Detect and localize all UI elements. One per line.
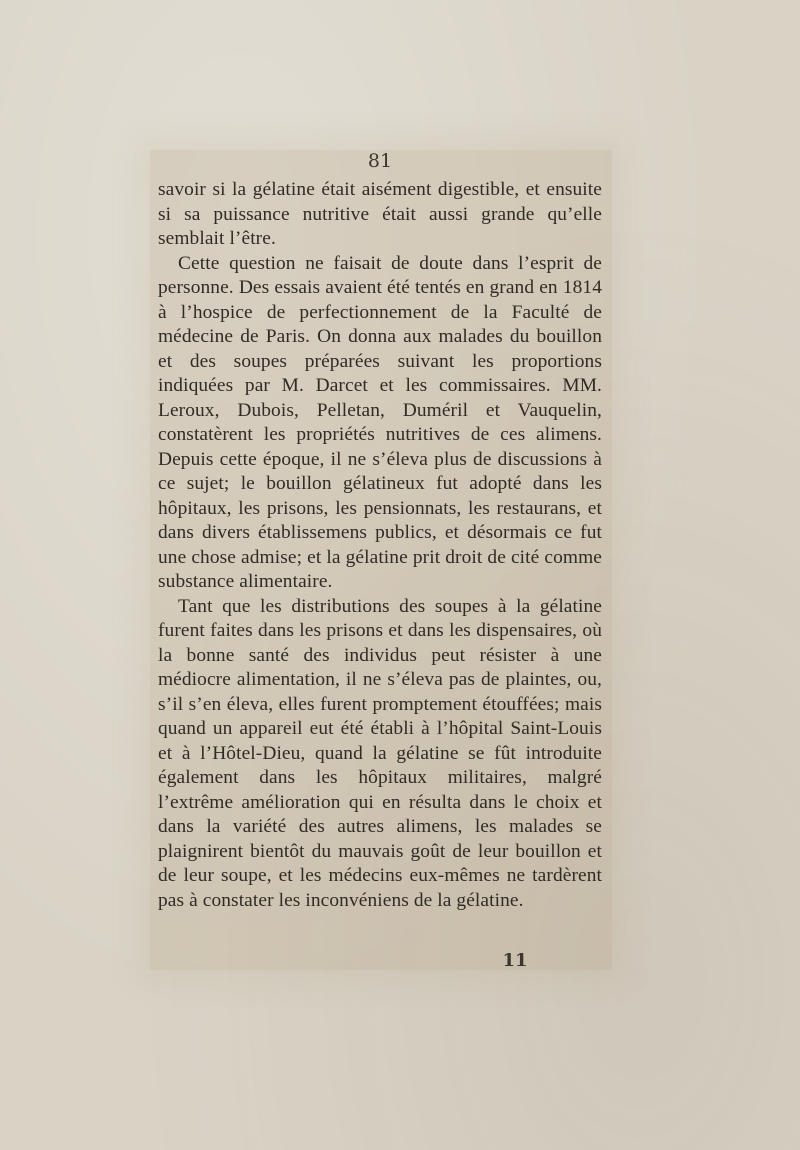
paragraph-2: Cette question ne faisait de doute dans l’esprit de personne. Des essais avaient été tentés en grand en 1814 à l’hospice de perfectionnement de la Faculté de médecine de Paris. On donna aux malades du bouillon et des soupes préparées suivant les proportions indiquées par M. Darcet et les commissaires. MM. Leroux, Dubois, Pelletan, Duméril et Vauquelin, constatèrent les propriétés nutritives de ces alimens. Depuis cette époque, il ne s’éleva plus de discussions à ce sujet; le bouillon gélatineux fut adopté dans les hôpitaux, les prisons, les pensionnats, les restaurans, et dans divers établissemens publics, et désormais ce fut une chose admise; et la gélatine prit droit de cité comme substance alimentaire. [158, 252, 602, 592]
paragraph-3: Tant que les distributions des soupes à la gélatine furent faites dans les prisons et dans les dispensaires, où la bonne santé des individus peut résister à une médiocre alimentation, il ne s’éleva pas de plaintes, ou, s’il s’en éleva, elles furent promptement étouffées; mais quand un appareil eut été établi à l’hôpital Saint-Louis et à l’Hôtel-Dieu, quand la gélatine se fût introduite également dans les hôpitaux militaires, malgré l’extrême amélioration qui en résulta dans le choix et dans la variété des autres alimens, les malades se plaignirent bientôt du mauvais goût de leur bouillon et de leur soupe, et les médecins eux-mêmes ne tardèrent pas à constater les inconvéniens de la gélatine. [158, 595, 602, 911]
page-number: 81 [367, 150, 393, 172]
page-body [158, 178, 602, 913]
signature-mark: 11 [502, 950, 528, 971]
paragraph-1: savoir si la gélatine était aisément digestible, et ensuite si sa puissance nutritive était aussi grande qu’elle semblait l’être. [158, 179, 602, 249]
